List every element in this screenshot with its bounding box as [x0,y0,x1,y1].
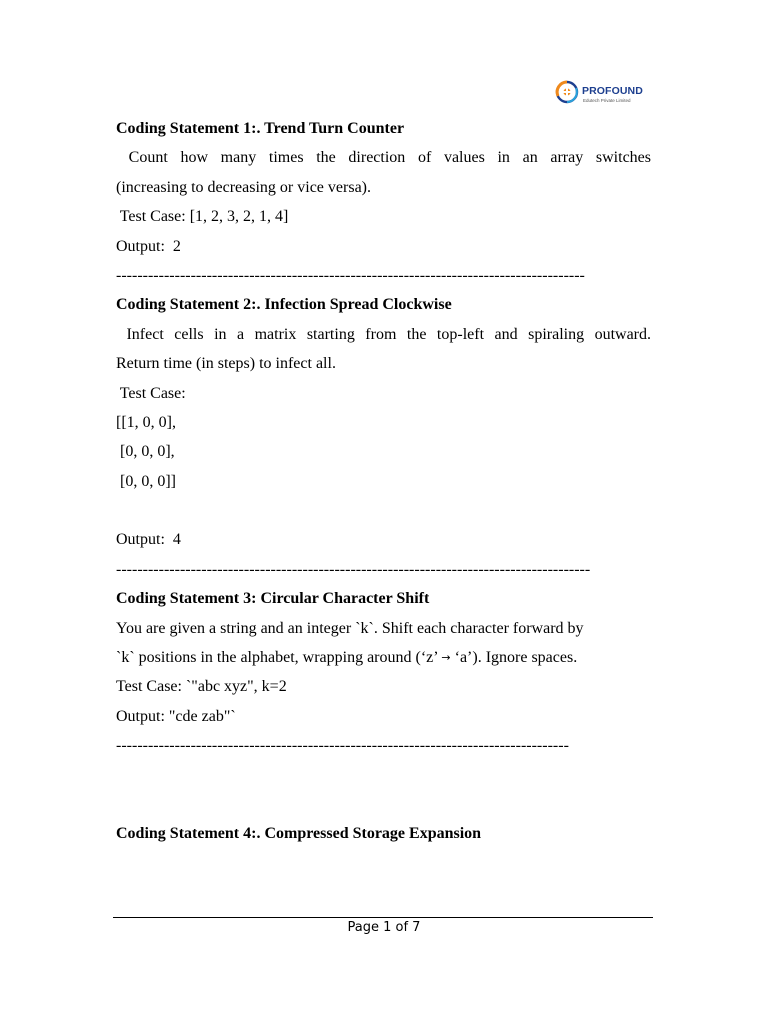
blank-line [116,496,651,525]
statement-3-output: Output: "cde zab"` [116,707,236,725]
section-separator: ------------------------------------------------------------------------------------- [116,737,569,755]
statement-2-matrix-row: [0, 0, 0]] [116,472,176,490]
statement-1-test-case: Test Case: [1, 2, 3, 2, 1, 4] [116,208,289,226]
statement-3-description-line [116,643,651,672]
statement-3-heading: Coding Statement 3: Circular Character Shift [116,590,430,608]
statement-1-output: Output: 2 [116,237,181,255]
blank-space [116,761,651,820]
statement-1-description-line: (increasing to decreasing or vice versa). [116,178,371,196]
statement-3-test-case: Test Case: `"abc xyz", k=2 [116,678,287,696]
statement-2-test-case-label: Test Case: [116,384,186,402]
page-number: Page 1 of 7 [347,920,421,935]
logo-wordmark: PROFOUND [582,85,643,97]
statement-3-text-before-arrow: `k` positions in the alphabet, wrapping around (‘z’ [116,649,442,667]
statement-1-heading: Coding Statement 1:. Trend Turn Counter [116,120,405,137]
statement-2-output: Output: 4 [116,531,181,549]
statement-1-description-line: Count how many times the direction of values in an array switches [116,149,651,167]
profound-logo-icon [555,80,579,104]
statement-2-matrix-row: [0, 0, 0], [116,443,175,461]
right-arrow-icon: → [441,651,451,665]
statement-3-text-after-arrow: ‘a’). Ignore spaces. [450,649,578,667]
statement-2-description-line: Return time (in steps) to infect all. [116,355,336,373]
statement-3-description-line: You are given a string and an integer `k`. Shift each character forward by [116,619,584,637]
section-separator: ----------------------------------------------------------------------------------------- [116,560,591,578]
company-logo [555,79,647,109]
statement-2-matrix-row: [[1, 0, 0], [116,413,176,431]
statement-4-heading: Coding Statement 4:. Compressed Storage Expansion [116,825,482,843]
logo-tagline: Edutech Private Limited [583,98,631,103]
statement-2-description-line: Infect cells in a matrix starting from the top-left and spiraling outward. [116,325,651,343]
section-separator: ---------------------------------------------------------------------------------------- [116,266,585,284]
document-body [116,114,651,849]
footer-divider [113,917,653,918]
statement-2-heading: Coding Statement 2:. Infection Spread Clockwise [116,296,452,314]
